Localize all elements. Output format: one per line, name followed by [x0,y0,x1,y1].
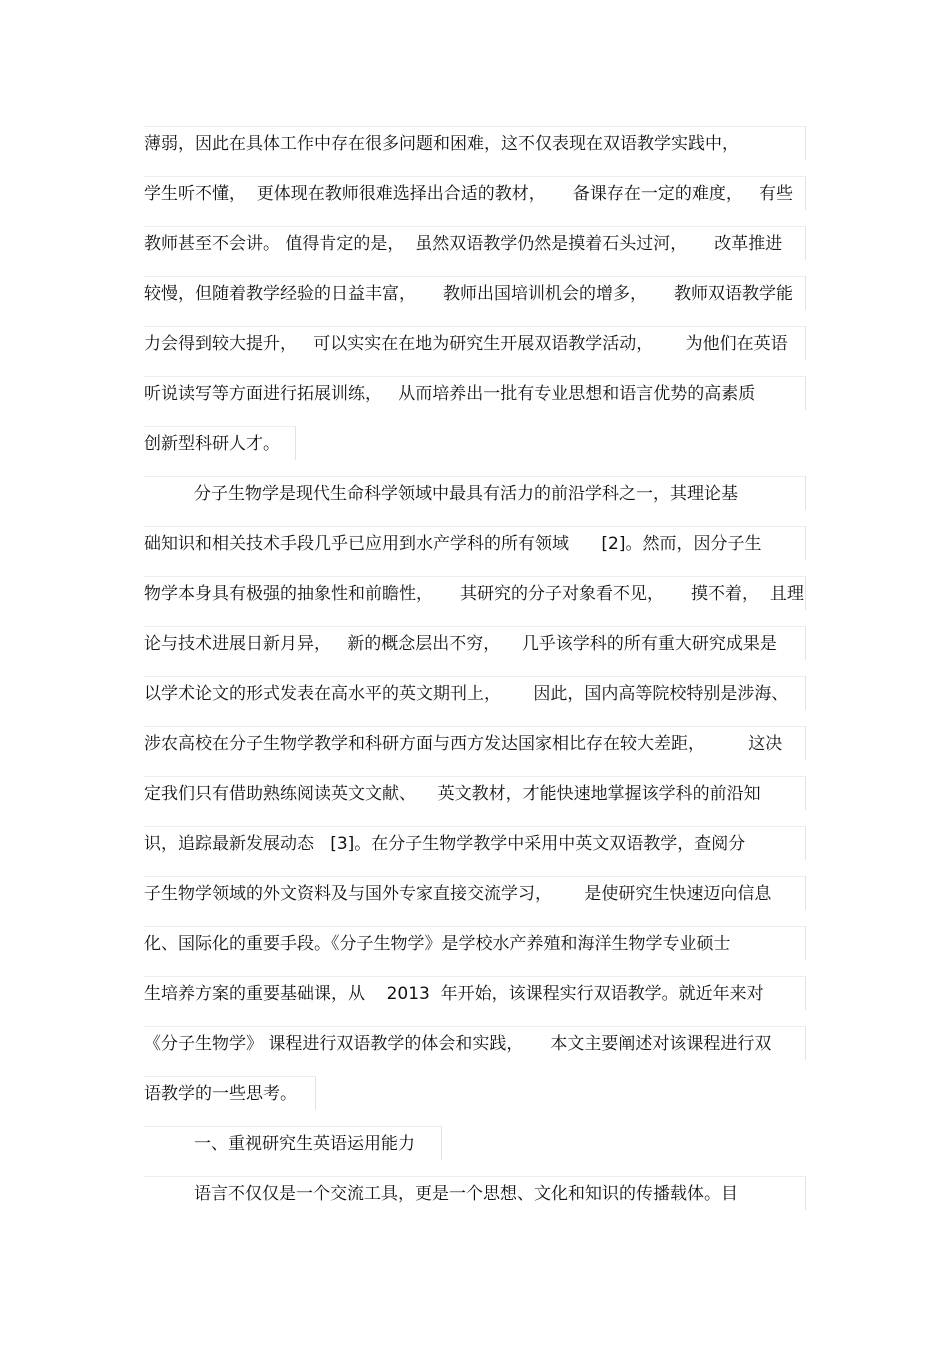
text-line-9: 础知识和相关技术手段几乎已应用到水产学科的所有领域 [2]。然而，因分子生 [144,526,806,560]
text-line-7: 创新型科研人才。 [144,426,296,460]
text-line-16: 子生物学领域的外文资料及与国外专家直接交流学习， 是使研究生快速迈向信息 [144,876,806,910]
text-line-20: 语教学的一些思考。 [144,1076,316,1110]
text-line-2: 学生听不懂， 更体现在教师很难选择出合适的教材， 备课存在一定的难度， 有些 [144,176,806,210]
text-line-3: 教师甚至不会讲。 值得肯定的是， 虽然双语教学仍然是摸着石头过河， 改革推进 [144,226,806,260]
text-line-6: 听说读写等方面进行拓展训练， 从而培养出一批有专业思想和语言优势的高素质 [144,376,806,410]
text-line-13: 涉农高校在分子生物学教学和科研方面与西方发达国家相比存在较大差距， 这决 [144,726,806,760]
text-line-1: 薄弱，因此在具体工作中存在很多问题和困难，这不仅表现在双语教学实践中， [144,126,806,160]
text-line-11: 论与技术进展日新月异， 新的概念层出不穷， 几乎该学科的所有重大研究成果是 [144,626,806,660]
paragraph-start-line: 分子生物学是现代生命科学领域中最具有活力的前沿学科之一，其理论基 [144,476,806,510]
text-line-15: 识，追踪最新发展动态 [3]。在分子生物学教学中采用中英文双语教学，查阅分 [144,826,806,860]
paragraph-start-line-2: 语言不仅仅是一个交流工具，更是一个思想、文化和知识的传播载体。目 [144,1176,806,1210]
text-line-17: 化、国际化的重要手段。《分子生物学》是学校水产养殖和海洋生物学专业硕士 [144,926,806,960]
text-line-18: 生培养方案的重要基础课，从 2013 年开始，该课程实行双语教学。就近年来对 [144,976,806,1010]
text-line-10: 物学本身具有极强的抽象性和前瞻性， 其研究的分子对象看不见， 摸不着， 且理 [144,576,806,610]
text-line-19: 《分子生物学》 课程进行双语教学的体会和实践， 本文主要阐述对该课程进行双 [144,1026,806,1060]
text-line-4: 较慢，但随着教学经验的日益丰富， 教师出国培训机会的增多， 教师双语教学能 [144,276,806,310]
text-line-14: 定我们只有借助熟练阅读英文文献、 英文教材，才能快速地掌握该学科的前沿知 [144,776,806,810]
section-heading: 一、重视研究生英语运用能力 [144,1126,442,1160]
text-line-12: 以学术论文的形式发表在高水平的英文期刊上， 因此，国内高等院校特别是涉海、 [144,676,806,710]
text-line-5: 力会得到较大提升， 可以实实在在地为研究生开展双语教学活动， 为他们在英语 [144,326,806,360]
